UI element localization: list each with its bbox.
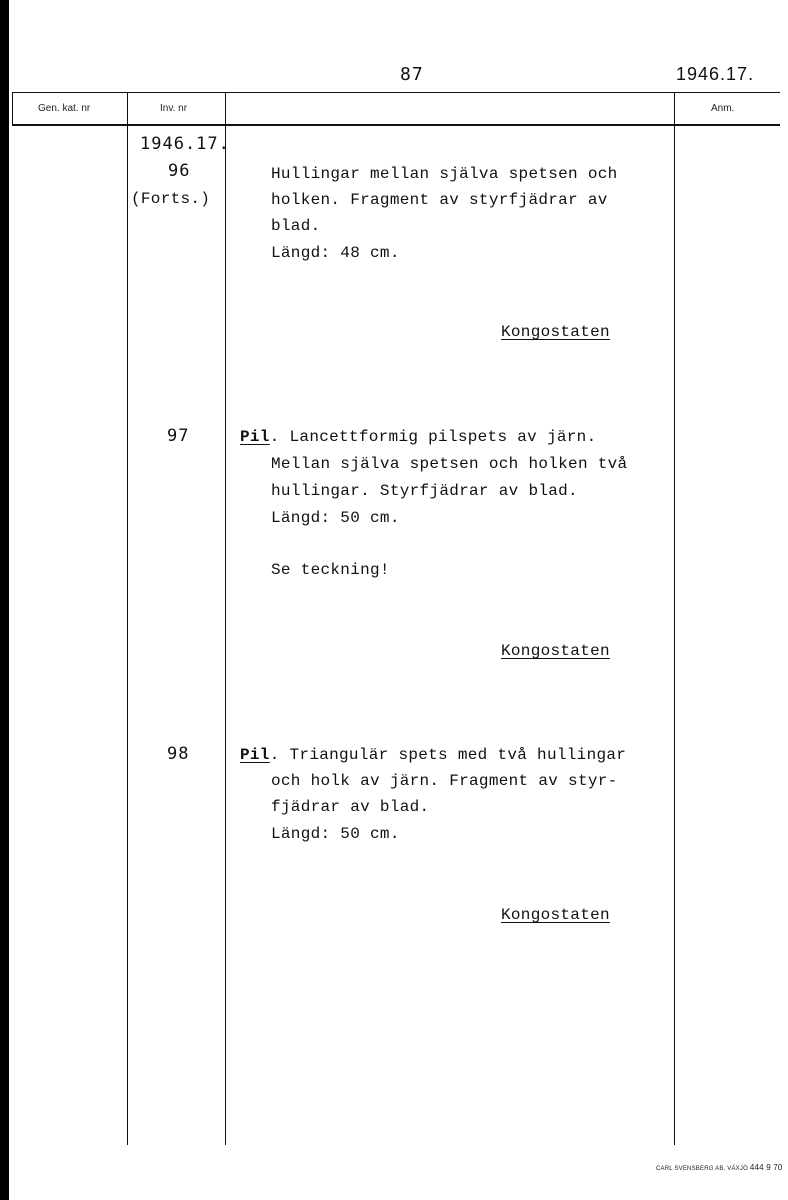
header-gen-kat-nr: Gen. kat. nr — [38, 103, 91, 114]
entry-98-line-1 — [240, 742, 626, 768]
printer-footer — [656, 1163, 783, 1172]
entry-97-drawing-note: Se teckning! — [271, 561, 390, 579]
entry-98-length: Längd: 50 cm. — [271, 825, 400, 843]
page-number: 87 — [400, 64, 424, 85]
entry-97-description: . Lancettformig pilspets av järn. — [269, 428, 597, 446]
entry-97-line-1 — [240, 424, 596, 450]
inv-number-97: 97 — [167, 426, 190, 446]
entry-96-line-3: blad. — [271, 217, 321, 235]
entry-97-line-2: Mellan själva spetsen och holken två — [271, 455, 628, 473]
entry-96-origin: Kongostaten — [501, 323, 610, 341]
inv-continued-note: (Forts.) — [131, 190, 211, 208]
entry-98-line-3: fjädrar av blad. — [271, 798, 430, 816]
entry-97-type: Pil — [240, 428, 270, 446]
entry-98-line-2: och holk av järn. Fragment av styr- — [271, 772, 618, 790]
column-divider-main-anm — [674, 92, 675, 1145]
entry-97-origin: Kongostaten — [501, 642, 610, 660]
entry-97-length: Längd: 50 cm. — [271, 509, 400, 527]
column-divider-left — [12, 92, 13, 126]
form-code: 444 9 70 — [749, 1163, 783, 1172]
entry-97-line-3: hullingar. Styrfjädrar av blad. — [271, 482, 578, 500]
catalogue-number: 1946.17. — [676, 64, 755, 84]
entry-96-line-2: holken. Fragment av styrfjädrar av — [271, 191, 608, 209]
column-divider-gen-inv — [127, 92, 128, 1145]
entry-98-description: . Triangulär spets med två hullingar — [269, 746, 627, 764]
entry-96-length: Längd: 48 cm. — [271, 244, 400, 262]
column-divider-inv-main — [225, 92, 226, 1145]
inv-subnumber-96: 96 — [168, 161, 191, 181]
printer-name: CARL SVENSBERG AB, VÄXJÖ — [656, 1166, 748, 1172]
inv-number-98: 98 — [167, 744, 190, 764]
entry-98-origin: Kongostaten — [501, 906, 610, 924]
inv-number-continued: 1946.17. — [140, 134, 230, 154]
entry-96-line-1: Hullingar mellan själva spetsen och — [271, 165, 618, 183]
header-inv-nr: Inv. nr — [160, 103, 188, 114]
entry-98-type: Pil — [240, 746, 270, 764]
binding-edge — [0, 0, 9, 1200]
header-anm: Anm. — [711, 103, 735, 114]
